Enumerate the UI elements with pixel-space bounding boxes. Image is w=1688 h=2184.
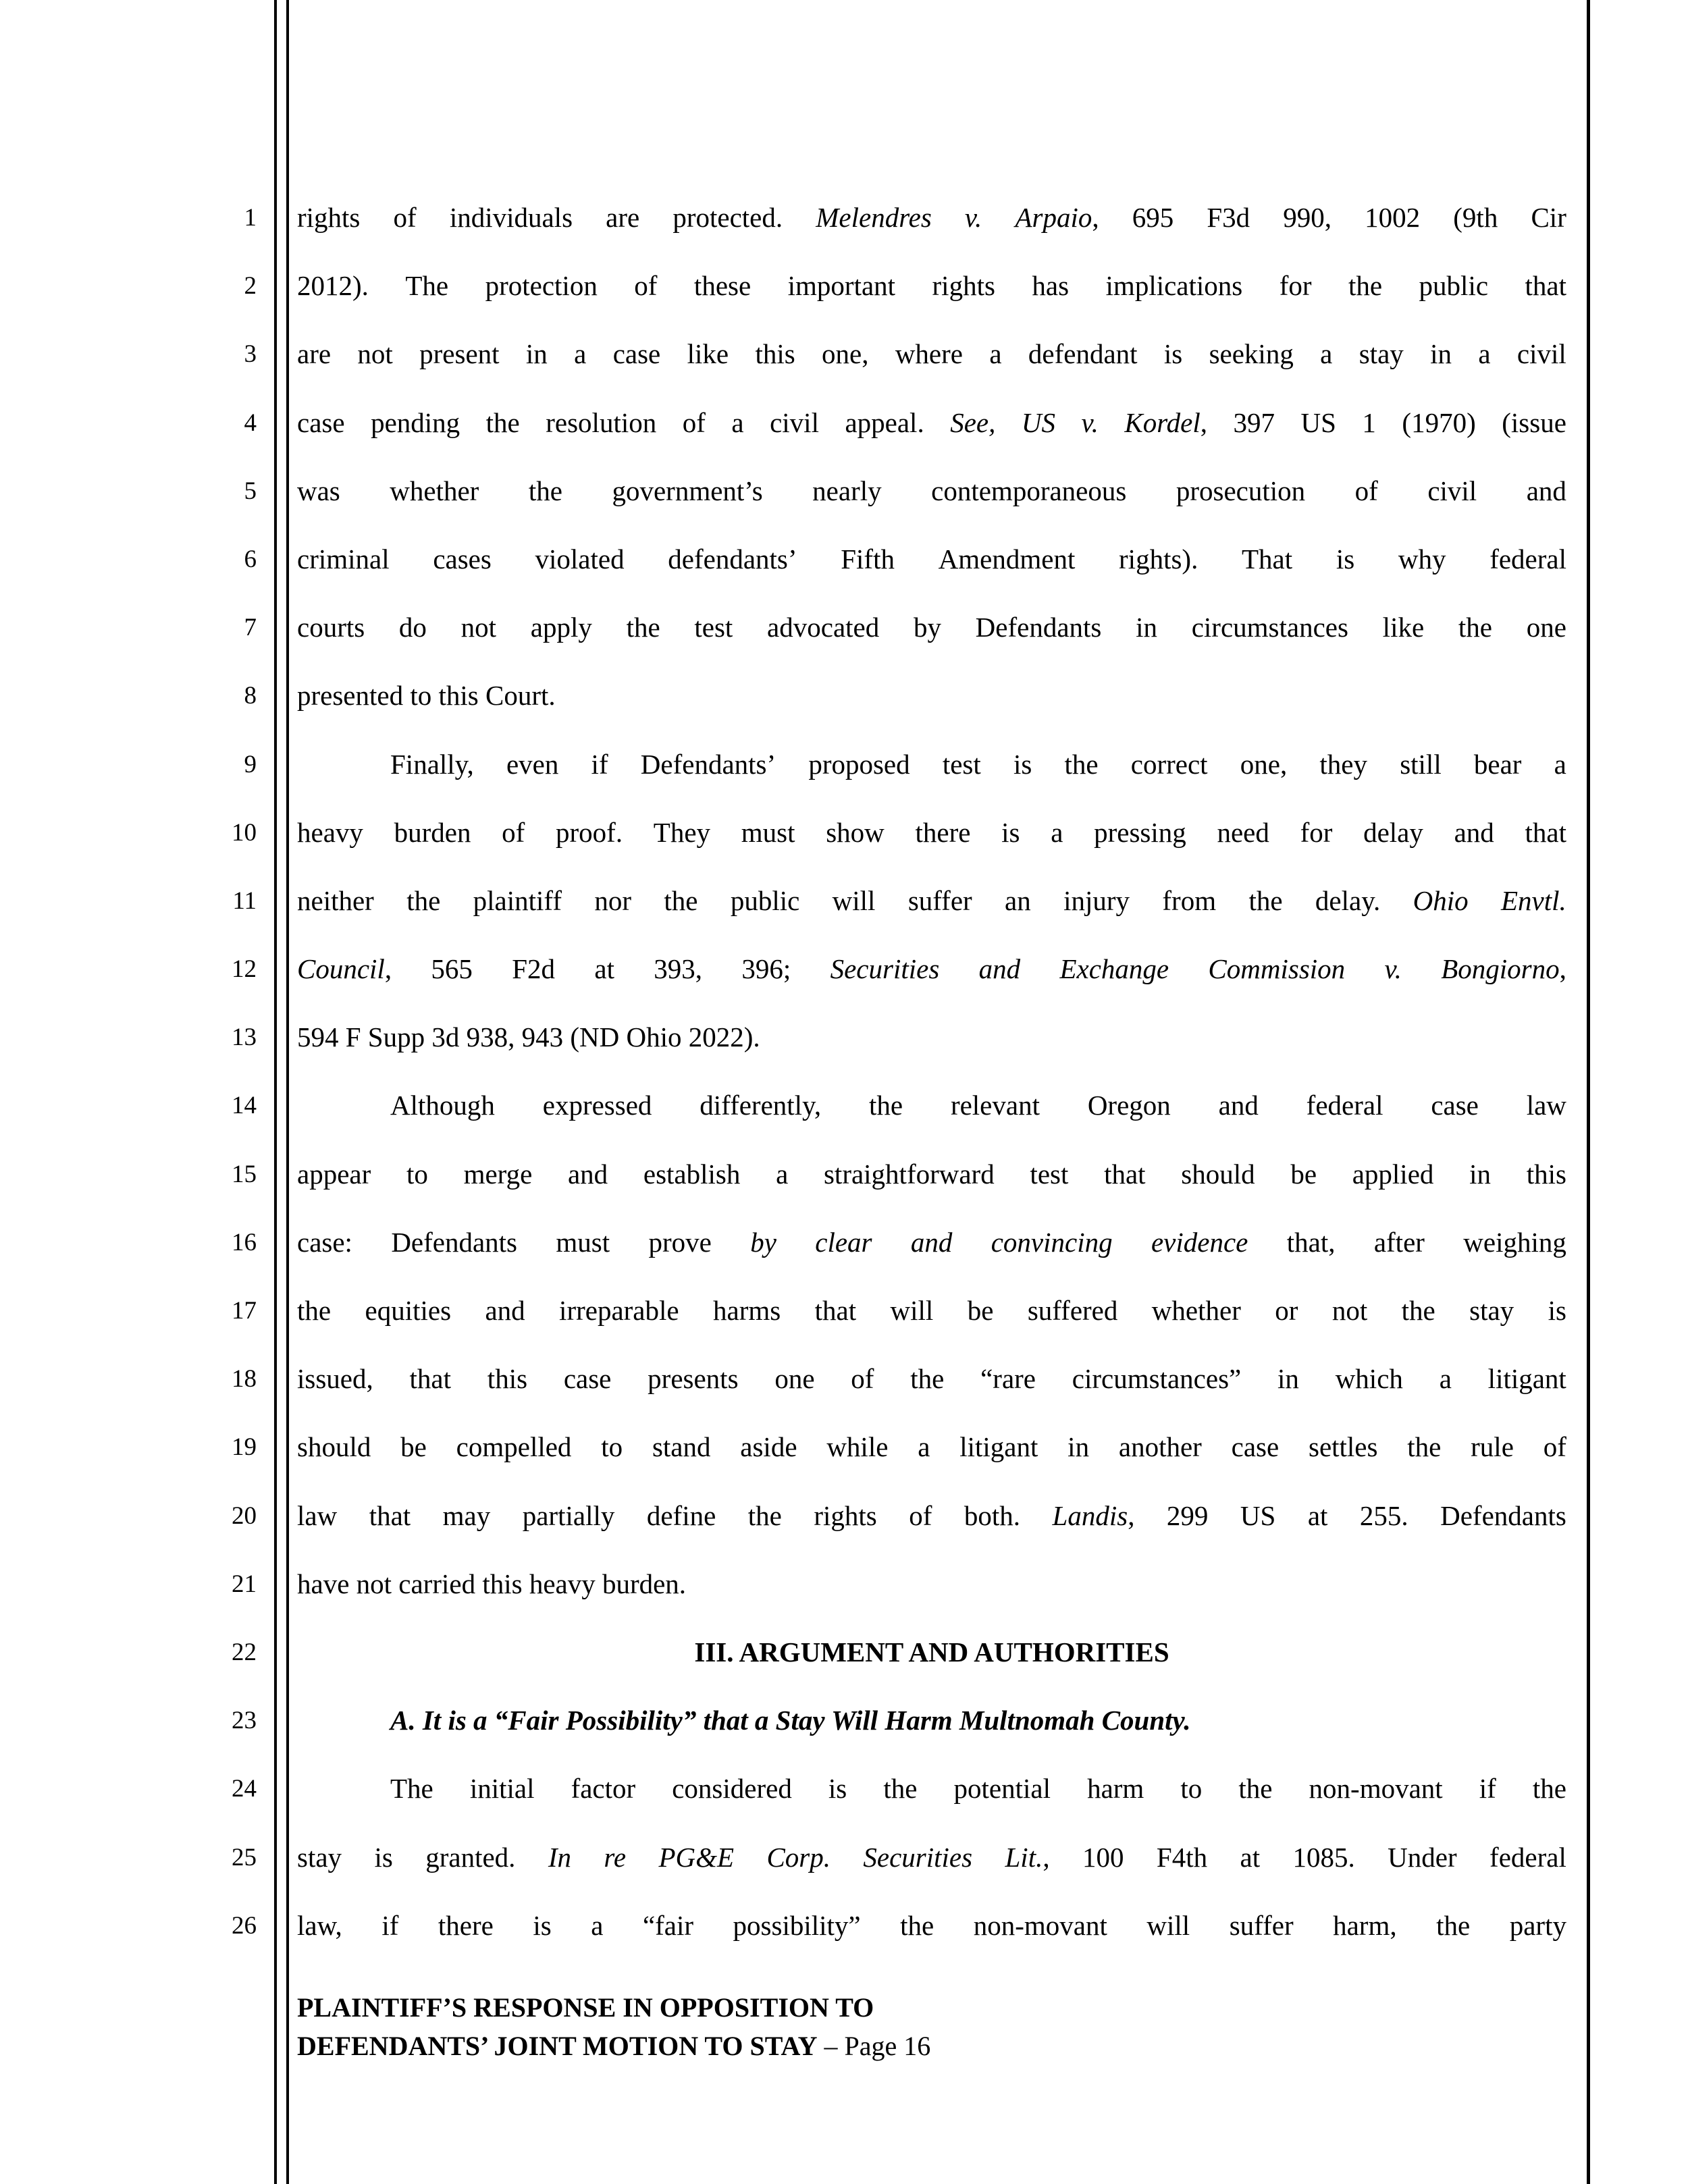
text-line-25: stay is granted. In re PG&E Corp. Securities Lit., 100 F4th at 1085. Under federal: [297, 1841, 1566, 1873]
text-line-19: should be compelled to stand aside while a litigant in another case settles the rule of: [297, 1431, 1566, 1463]
right-margin-rule: [1587, 0, 1590, 2184]
text-line-24: The initial factor considered is the potential harm to the non-movant if the: [390, 1773, 1566, 1805]
line-number: 17: [232, 1297, 257, 1325]
left-inner-rule: [286, 0, 289, 2184]
footer-title-line-2: DEFENDANTS’ JOINT MOTION TO STAY: [297, 2031, 818, 2061]
line-number: 8: [244, 682, 257, 710]
footer-line-1: [297, 1988, 1566, 2027]
text-line-8: presented to this Court.: [297, 680, 556, 712]
line-number: 13: [232, 1023, 257, 1052]
text-line-4: case pending the resolution of a civil appeal. See, US v. Kordel, 397 US 1 (1970) (issue: [297, 406, 1566, 438]
section-heading-argument: III. ARGUMENT AND AUTHORITIES: [694, 1636, 1169, 1668]
line-number: 25: [232, 1843, 257, 1871]
line-number: 18: [232, 1365, 257, 1393]
text-line-7: courts do not apply the test advocated by Defendants in circumstances like the one: [297, 612, 1566, 643]
line-number: 11: [232, 886, 257, 915]
line-number: 1: [244, 204, 257, 232]
text-line-11: neither the plaintiff nor the public will suffer an injury from the delay. Ohio Envtl.: [297, 884, 1566, 916]
text-line-10: heavy burden of proof. They must show there is a pressing need for delay and that: [297, 816, 1566, 848]
subsection-heading-fair-possibility: A. It is a “Fair Possibility” that a Stay Will Harm Multnomah County.: [390, 1705, 1191, 1736]
text-line-21: have not carried this heavy burden.: [297, 1568, 687, 1599]
line-number: 16: [232, 1228, 257, 1256]
line-number: 5: [244, 477, 257, 505]
footer-title-line-1: PLAINTIFF’S RESPONSE IN OPPOSITION TO: [297, 1992, 874, 2023]
line-number: 6: [244, 545, 257, 573]
line-number: 22: [232, 1638, 257, 1666]
line-number: 21: [232, 1570, 257, 1598]
left-outer-rule: [274, 0, 277, 2184]
line-number: 24: [232, 1775, 257, 1803]
line-number: 23: [232, 1707, 257, 1735]
line-number: 20: [232, 1501, 257, 1530]
text-line-17: the equities and irreparable harms that will be suffered whether or not the stay is: [297, 1295, 1566, 1326]
text-line-14: Although expressed differently, the relevant Oregon and federal case law: [390, 1090, 1566, 1121]
footer-page-number: – Page 16: [817, 2031, 931, 2061]
text-line-16: case: Defendants must prove by clear and convincing evidence that, after weighing: [297, 1226, 1566, 1258]
line-number: 19: [232, 1433, 257, 1462]
document-footer: [297, 1988, 1566, 2065]
body-text-column: [297, 184, 1566, 1960]
text-line-13: 594 F Supp 3d 938, 943 (ND Ohio 2022).: [297, 1021, 760, 1053]
text-line-15: appear to merge and establish a straightforward test that should be applied in this: [297, 1158, 1566, 1190]
line-number: 12: [232, 955, 257, 984]
text-line-9: Finally, even if Defendants’ proposed test is the correct one, they still bear a: [390, 748, 1566, 780]
text-line-18: issued, that this case presents one of the “rare circumstances” in which a litigant: [297, 1363, 1566, 1395]
line-number: 26: [232, 1911, 257, 1940]
text-line-12: Council, 565 F2d at 393, 396; Securities and Exchange Commission v. Bongiorno,: [297, 953, 1566, 985]
text-line-26: law, if there is a “fair possibility” the non-movant will suffer harm, the party: [297, 1909, 1566, 1941]
line-number: 14: [232, 1092, 257, 1120]
text-line-1: rights of individuals are protected. Melendres v. Arpaio, 695 F3d 990, 1002 (9th Cir: [297, 202, 1566, 233]
line-number: 7: [244, 614, 257, 642]
line-number: 4: [244, 408, 257, 437]
line-number: 15: [232, 1160, 257, 1188]
line-number: 3: [244, 340, 257, 369]
text-line-20: law that may partially define the rights of both. Landis, 299 US at 255. Defendants: [297, 1499, 1566, 1531]
footer-line-2: [297, 2027, 1566, 2065]
line-number-gutter: [189, 184, 257, 1960]
text-line-6: criminal cases violated defendants’ Fifth Amendment rights). That is why federal: [297, 543, 1566, 575]
line-number: 9: [244, 750, 257, 778]
text-line-2: 2012). The protection of these important rights has implications for the public that: [297, 270, 1566, 302]
line-number: 2: [244, 272, 257, 300]
text-line-5: was whether the government’s nearly contemporaneous prosecution of civil and: [297, 475, 1566, 506]
line-number: 10: [232, 818, 257, 847]
text-line-3: are not present in a case like this one, where a defendant is seeking a stay in a civil: [297, 338, 1566, 370]
